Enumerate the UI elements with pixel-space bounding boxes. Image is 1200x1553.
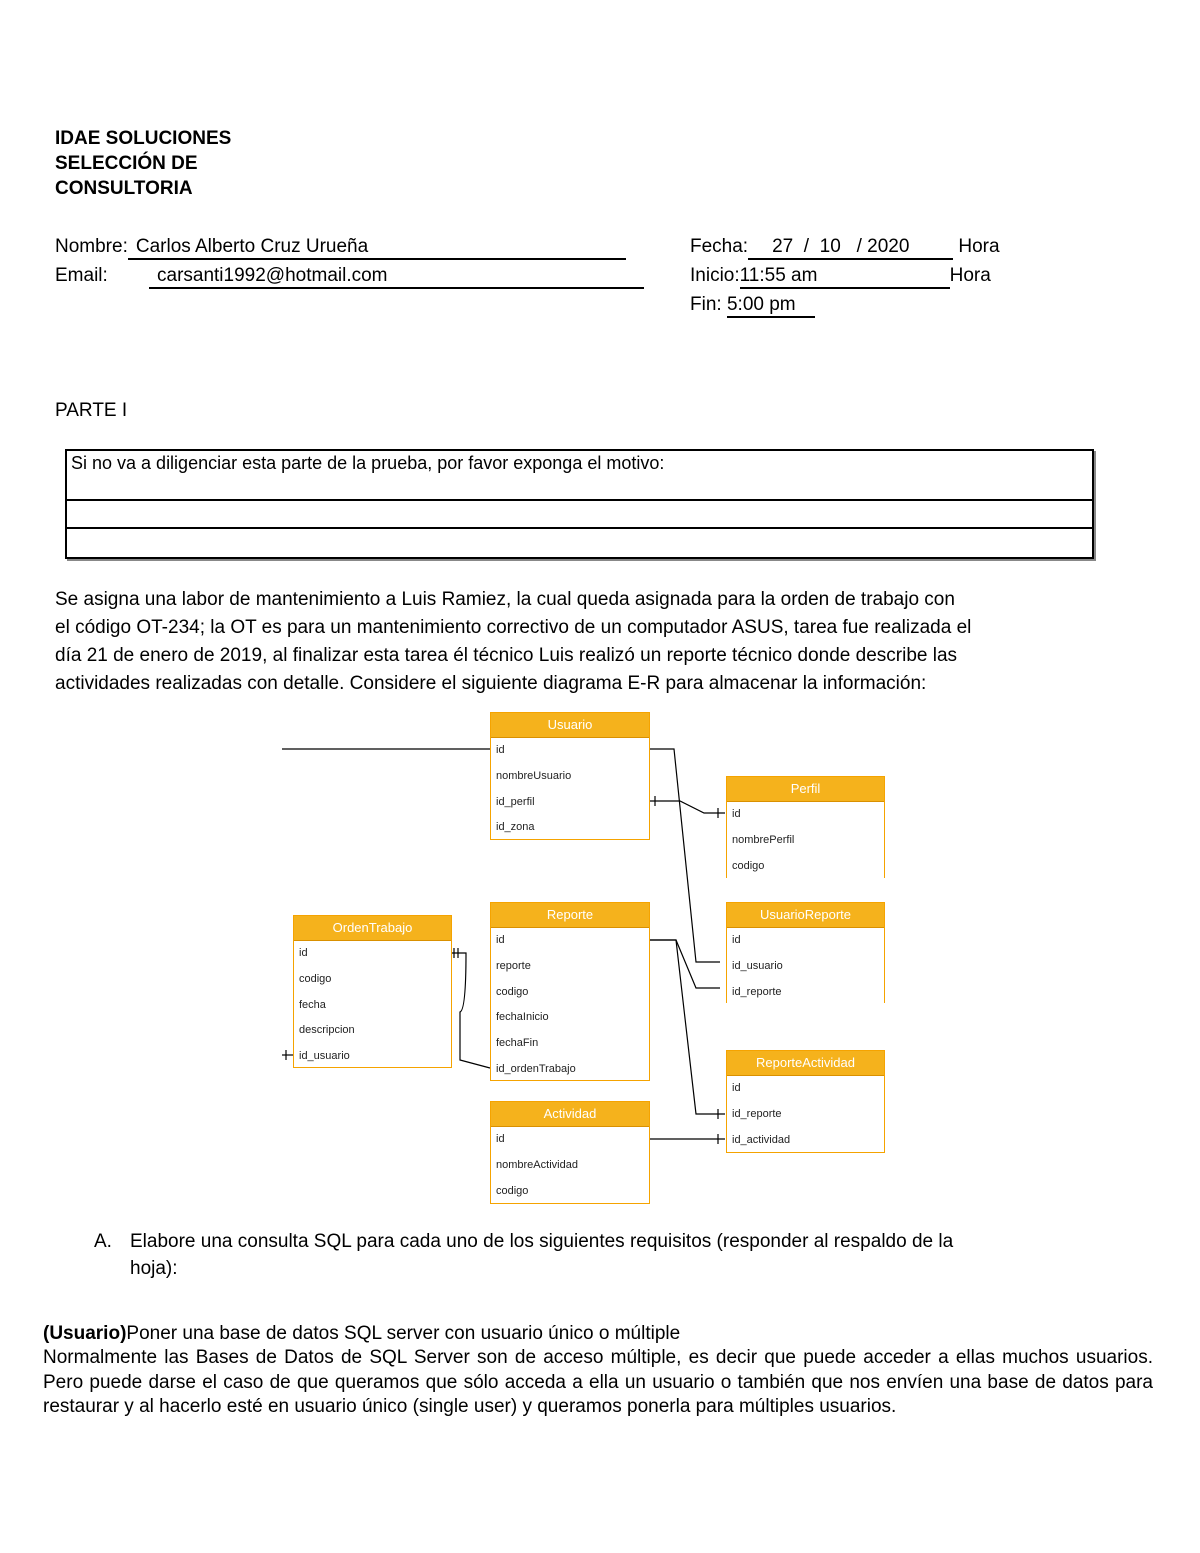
er-table-usuario <box>490 712 650 840</box>
fin-value: 5:00 pm <box>727 294 815 318</box>
er-field: codigo <box>299 972 332 985</box>
er-field: codigo <box>732 859 765 872</box>
inicio-row <box>690 262 991 290</box>
er-table-ordentrabajo <box>293 915 452 1068</box>
er-field: nombreActividad <box>496 1158 578 1171</box>
parte-title: PARTE I <box>55 400 128 421</box>
er-field: fecha <box>299 998 326 1011</box>
nombre-row <box>55 233 626 261</box>
hora-label-2: Hora <box>949 265 991 286</box>
er-field: id_ordenTrabajo <box>496 1062 576 1075</box>
er-field: codigo <box>496 985 529 998</box>
er-field: id <box>732 808 741 820</box>
email-value: carsanti1992@hotmail.com <box>149 265 644 289</box>
er-table-title: OrdenTrabajo <box>294 916 451 941</box>
er-table-title: UsuarioReporte <box>727 903 884 928</box>
item-a-text <box>130 1228 1090 1282</box>
inicio-label: Inicio: <box>690 265 740 286</box>
header-line-3: CONSULTORIA <box>55 178 193 199</box>
intro-line: actividades realizadas con detalle. Considere el siguiente diagrama E-R para almacenar la información: <box>55 673 927 694</box>
company-name: IDAE SOLUCIONES <box>55 128 232 149</box>
connector-line <box>650 801 725 813</box>
fin-row <box>690 291 815 319</box>
nombre-label: Nombre: <box>55 236 128 257</box>
usuario-section-body: Normalmente las Bases de Datos de SQL Server son de acceso múltiple, es decir que puede acceder a ellas muchos usuarios. Pero puede darse el caso de que queramos que sólo acceda a ella un usuario o también que nos envíen una base de datos para restaurar y al hacerlo esté en usuario único (single user) y queramos ponerla para múltiples usuarios. <box>43 1347 1153 1417</box>
connector-line <box>650 749 720 962</box>
motivo-box <box>65 449 1094 559</box>
email-row <box>55 262 644 290</box>
intro-paragraph <box>55 586 1080 698</box>
usuario-bold-label: (Usuario) <box>43 1323 127 1344</box>
fecha-value: 27 / 10 / 2020 <box>748 236 953 260</box>
er-table-title: Usuario <box>491 713 649 738</box>
er-table-title: Reporte <box>491 903 649 928</box>
er-field: id_perfil <box>496 795 535 808</box>
er-field: id_usuario <box>732 959 783 972</box>
inicio-value: 11:55 am <box>740 265 950 289</box>
er-table-title: ReporteActividad <box>727 1051 884 1076</box>
intro-line: Se asigna una labor de mantenimiento a Luis Ramiez, la cual queda asignada para la orden de trabajo con <box>55 589 955 610</box>
er-field: id <box>496 934 505 946</box>
er-table-actividad <box>490 1101 650 1204</box>
er-table-reporteactividad <box>726 1050 885 1153</box>
motivo-answer-line[interactable] <box>67 501 1092 529</box>
fecha-row <box>690 233 1000 261</box>
fin-label: Fin: <box>690 294 722 315</box>
er-field: id_reporte <box>732 985 782 998</box>
er-field: id <box>299 947 308 959</box>
er-field: id_reporte <box>732 1107 782 1120</box>
email-label: Email: <box>55 265 108 286</box>
er-field: id_actividad <box>732 1133 791 1146</box>
er-field: id <box>732 1082 741 1094</box>
er-field: fechaFin <box>496 1037 539 1050</box>
er-field: id_usuario <box>299 1050 350 1063</box>
er-table-usuarioreporte <box>726 902 885 1003</box>
usuario-title-text: Poner una base de datos SQL server con usuario único o múltiple <box>126 1323 681 1344</box>
er-field: nombreUsuario <box>496 769 572 782</box>
er-field: descripcion <box>299 1024 355 1037</box>
intro-line: el código OT-234; la OT es para un mantenimiento correctivo de un computador ASUS, tarea fue realizada el <box>55 617 972 638</box>
nombre-value: Carlos Alberto Cruz Urueña <box>128 236 626 260</box>
er-field: id_zona <box>496 821 535 834</box>
er-field: id <box>732 934 741 946</box>
er-table-title: Actividad <box>491 1102 649 1127</box>
er-field: fechaInicio <box>496 1011 549 1024</box>
item-a-line: Elabore una consulta SQL para cada uno de los siguientes requisitos (responder al respaldo de la <box>130 1231 954 1252</box>
usuario-section-title <box>43 1322 680 1346</box>
er-table-title: Perfil <box>727 777 884 802</box>
document-header <box>55 126 231 201</box>
header-line-2: SELECCIÓN DE <box>55 153 198 174</box>
connector-line <box>650 940 725 1114</box>
er-field: reporte <box>496 959 531 972</box>
item-a-line: hoja): <box>130 1258 178 1279</box>
er-table-reporte <box>490 902 650 1081</box>
er-table-perfil <box>726 776 885 878</box>
fecha-label: Fecha: <box>690 236 749 257</box>
er-field: id <box>496 744 505 756</box>
er-field: nombrePerfil <box>732 833 795 846</box>
connector-line <box>650 940 720 988</box>
item-a-marker: A. <box>94 1231 112 1252</box>
er-field: codigo <box>496 1184 529 1197</box>
motivo-question-row <box>67 451 1092 501</box>
hora-label-1: Hora <box>958 236 1000 257</box>
motivo-question: Si no va a diligenciar esta parte de la prueba, por favor exponga el motivo: <box>71 453 665 473</box>
motivo-answer-line[interactable] <box>67 529 1092 557</box>
intro-line: día 21 de enero de 2019, al finalizar esta tarea él técnico Luis realizó un reporte técnico donde describe las <box>55 645 958 666</box>
connector-line <box>452 953 490 1068</box>
er-field: id <box>496 1133 505 1145</box>
